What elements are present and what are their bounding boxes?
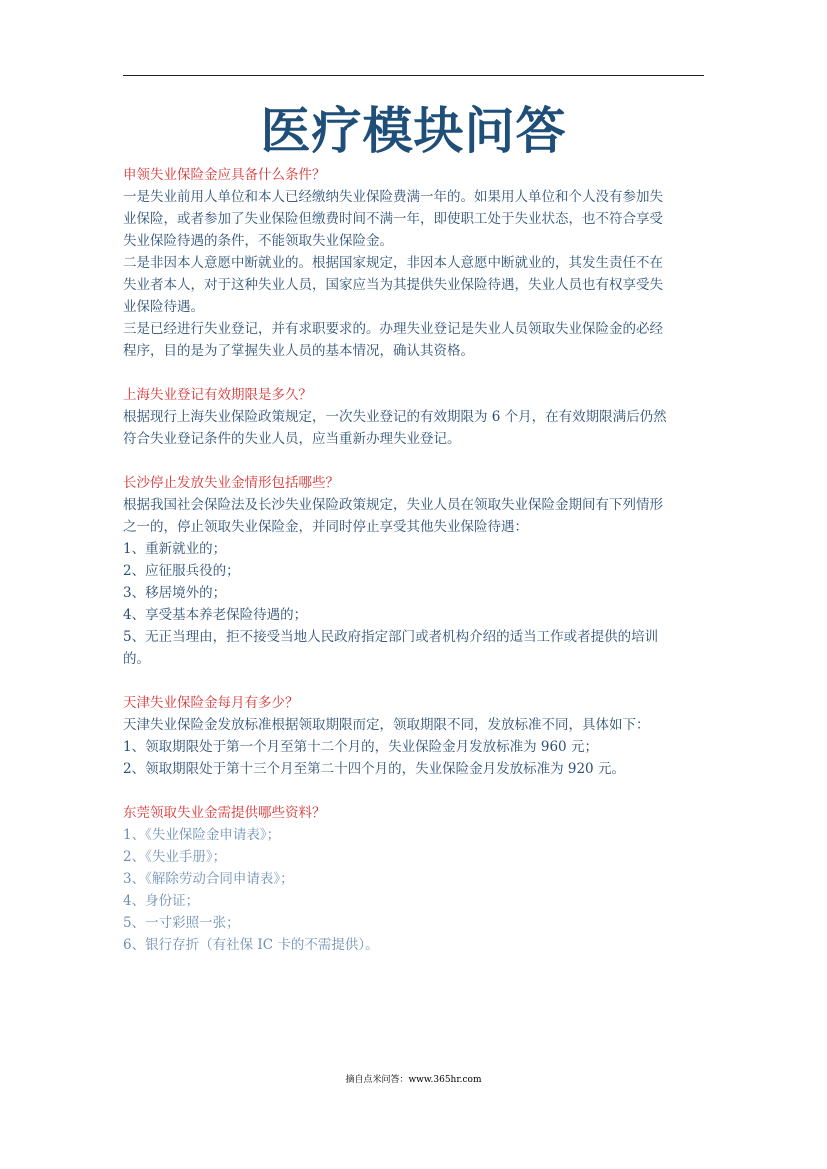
page-title: 医疗模块问答	[260, 101, 567, 160]
list-item: 2、领取期限处于第十三个月至第二十四个月的，失业保险金月发放标准为 920 元。	[123, 761, 625, 777]
answer-line: 失业者本人，对于这种失业人员，国家应当为其提供失业保险待遇，失业人员也有权享受失	[123, 277, 663, 293]
list-item: 2、应征服兵役的；	[123, 563, 240, 579]
section-spacer	[123, 780, 705, 802]
answer-line: 程序，目的是为了掌握失业人员的基本情况，确认其资格。	[123, 343, 474, 359]
list-item: 6、银行存折（有社保 IC 卡的不需提供）。	[123, 937, 379, 953]
list-item: 3、《解除劳动合同申请表》；	[123, 871, 294, 887]
list-item: 4、身份证；	[123, 893, 200, 909]
answer-line: 业保险，或者参加了失业保险但缴费时间不满一年，即使职工处于失业状态，也不符合享受	[123, 211, 663, 227]
answer-line: 根据我国社会保险法及长沙失业保险政策规定，失业人员在领取失业保险金期间有下列情形	[123, 497, 663, 513]
section-spacer	[123, 362, 705, 384]
list-item: 5、无正当理由，拒不接受当地人民政府指定部门或者机构介绍的适当工作或者提供的培训	[123, 629, 659, 645]
answer-line: 根据现行上海失业保险政策规定，一次失业登记的有效期限为 6 个月，在有效期限满后仍然	[123, 409, 667, 425]
qa-section	[123, 802, 705, 956]
question-heading: 东莞领取失业金需提供哪些资料？	[123, 805, 326, 821]
list-item: 1、《失业保险金申请表》；	[123, 827, 281, 843]
section-spacer	[123, 450, 705, 472]
answer-line: 失业保险待遇的条件，不能领取失业保险金。	[123, 233, 393, 249]
question-heading: 天津失业保险金每月有多少？	[123, 695, 299, 711]
list-item: 3、移居境外的；	[123, 585, 227, 601]
qa-section	[123, 692, 705, 780]
header-rule	[123, 75, 704, 76]
list-item: 2、《失业手册》；	[123, 849, 227, 865]
section-spacer	[123, 670, 705, 692]
qa-section	[123, 164, 705, 362]
question-heading: 长沙停止发放失业金情形包括哪些？	[123, 475, 339, 491]
footer-source: 摘自点米问答：www.365hr.com	[345, 1075, 482, 1085]
document-body	[123, 164, 705, 956]
question-heading: 申领失业保险金应具备什么条件？	[123, 167, 326, 183]
list-item: 4、享受基本养老保险待遇的；	[123, 607, 308, 623]
answer-line: 一是失业前用人单位和本人已经缴纳失业保险费满一年的。如果用人单位和个人没有参加失	[123, 189, 663, 205]
answer-line: 三是已经进行失业登记，并有求职要求的。办理失业登记是失业人员领取失业保险金的必经	[123, 321, 663, 337]
list-item: 1、领取期限处于第一个月至第十二个月的，失业保险金月发放标准为 960 元；	[123, 739, 598, 755]
answer-line: 业保险待遇。	[123, 299, 204, 315]
answer-line: 二是非因本人意愿中断就业的。根据国家规定，非因本人意愿中断就业的，其发生责任不在	[123, 255, 663, 271]
answer-line: 符合失业登记条件的失业人员，应当重新办理失业登记。	[123, 431, 461, 447]
question-heading: 上海失业登记有效期限是多久？	[123, 387, 312, 403]
list-item: 的。	[123, 651, 150, 667]
qa-section	[123, 384, 705, 450]
qa-section	[123, 472, 705, 670]
list-item: 5、一寸彩照一张；	[123, 915, 240, 931]
answer-line: 天津失业保险金发放标准根据领取期限而定，领取期限不同，发放标准不同，具体如下：	[123, 717, 650, 733]
list-item: 1、重新就业的；	[123, 541, 227, 557]
answer-line: 之一的，停止领取失业保险金，并同时停止享受其他失业保险待遇：	[123, 519, 528, 535]
